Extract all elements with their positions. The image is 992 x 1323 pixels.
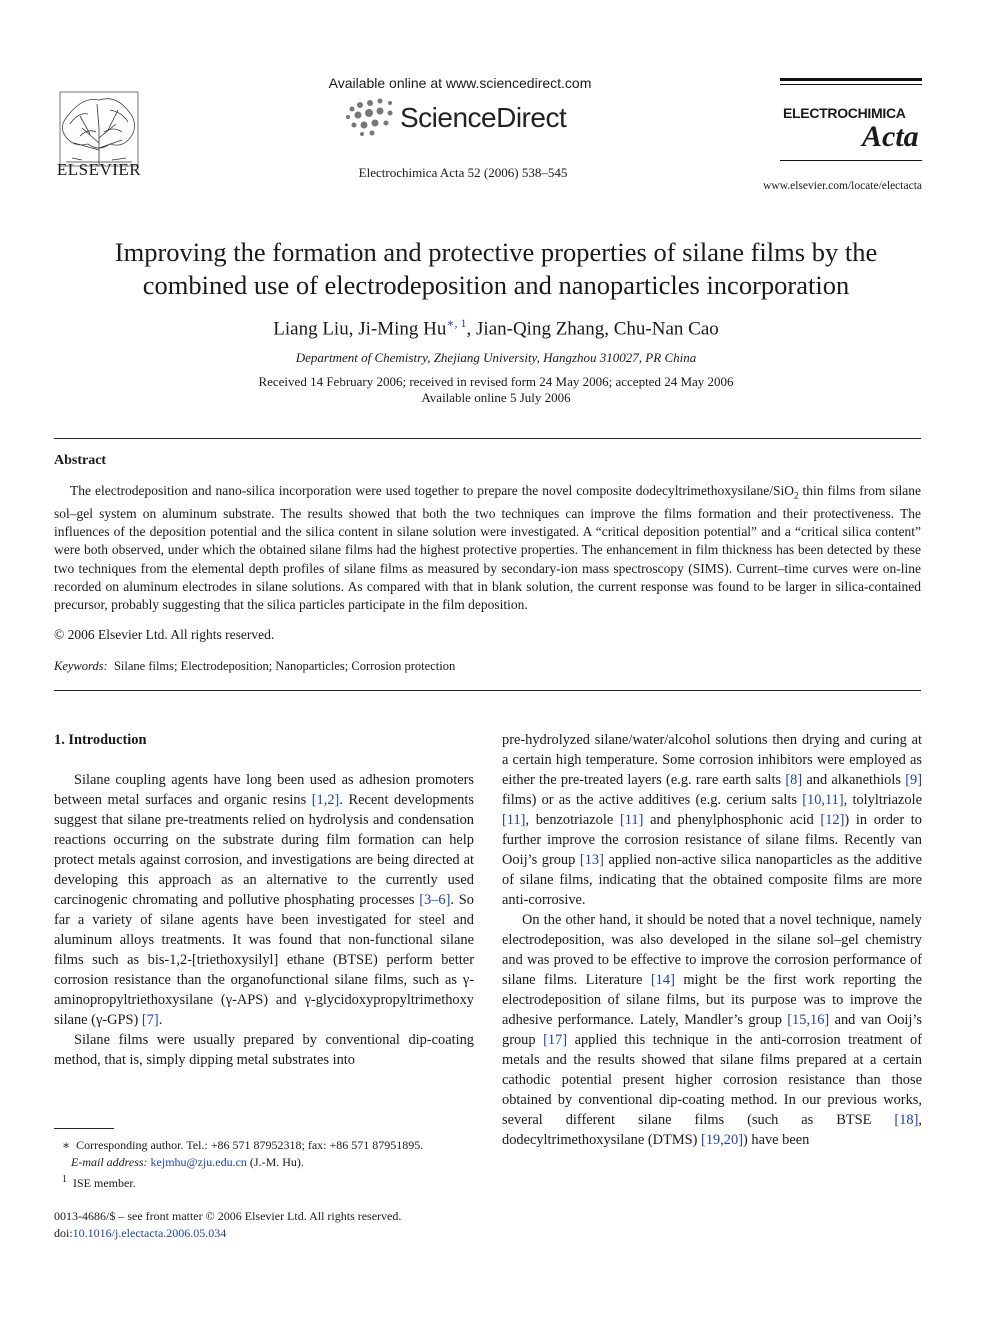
- section-heading-introduction: 1. Introduction: [54, 732, 147, 748]
- article-title: Improving the formation and protective properties of silane films by the combined use of electrodeposition and nanoparticles incorporation: [114, 237, 878, 300]
- footnote-ise: $^1$ ISE member.: [62, 1174, 136, 1190]
- sciencedirect-logo: ScienceDirect: [400, 102, 567, 133]
- footnote-rule: [54, 1128, 114, 1129]
- doi-link[interactable]: 10.1016/j.electacta.2006.05.034: [72, 1226, 227, 1240]
- affiliation: Department of Chemistry, Zhejiang University, Hangzhou 310027, PR China: [295, 350, 697, 365]
- citation-link[interactable]: [13]: [579, 852, 604, 868]
- body-right-column: [502, 730, 922, 1150]
- doi-line: doi:10.1016/j.electacta.2006.05.034: [54, 1226, 227, 1240]
- body-paragraph: Silane coupling agents have long been used as adhesion promoters between metal surfaces and organic resins [1,2]. Recent developments suggest that silane pre-treatments relied on hydrolysis and condensation reactions occurring on the substrate during film formation can help protect metals against corrosion, and investigations are being directed at developing this approach as an alternative to the currently used carcinogenic chromating and pollutive phosphating processes [3–6]. So far a variety of silane agents have been investigated for steel and aluminum alloys treatments. It was found that non-functional silane films such as bis-1,2-[triethoxysilyl] ethane (BTSE) perform better corrosion resistance than the organofunctional silane films, such as γ-aminopropyltriethoxysilane (γ-APS) and γ-glycidoxypropyltrimethoxy silane (γ-GPS) [7].: [54, 772, 474, 1028]
- citation-link[interactable]: [1,2]: [311, 792, 340, 808]
- citation-link[interactable]: [15,16]: [787, 1012, 830, 1028]
- journal-logo-rule: [780, 84, 922, 85]
- citation-link[interactable]: [18]: [894, 1112, 919, 1128]
- citation-link[interactable]: [3–6]: [419, 892, 451, 908]
- citation-link[interactable]: [19,20]: [701, 1132, 743, 1148]
- publisher-name: ELSEVIER: [56, 160, 142, 179]
- journal-logo-bottom: Acta: [862, 120, 919, 153]
- citation-link[interactable]: [11]: [619, 812, 644, 828]
- citation-link[interactable]: [8]: [785, 772, 803, 788]
- available-date: Available online 5 July 2006: [421, 390, 571, 405]
- journal-logo-rule: [780, 78, 922, 81]
- available-online-text: Available online at www.sciencedirect.com: [328, 75, 592, 91]
- journal-citation: Electrochimica Acta 52 (2006) 538–545: [358, 165, 568, 180]
- issn-line: 0013-4686/$ – see front matter © 2006 Elsevier Ltd. All rights reserved.: [54, 1209, 402, 1223]
- citation-link[interactable]: [10,11]: [802, 792, 844, 808]
- abstract-subscript: 2: [793, 490, 799, 501]
- body-paragraph: On the other hand, it should be noted that a novel technique, namely electrodeposition, was also developed in the silane sol–gel chemistry and was proved to be effective to improve the corrosion performance of silane films. Literature [14] might be the first work reporting the electrodeposition of silane films, but its purpose was to improve the adhesive performance. Lately, Mandler’s group [15,16] and van Ooij’s group [17] applied this technique in the anti-corrosion treatment of metals and the results showed that silane films prepared at a certain cathodic potential present higher corrosion resistance than those obtained by conventional dip-coating method. In our previous works, several different silane films (such as BTSE [18], dodecyltrimethoxysilane (DTMS) [19,20]) have been: [502, 912, 923, 1148]
- keywords-list: Silane films; Electrodeposition; Nanoparticles; Corrosion protection: [113, 659, 456, 673]
- citation-link[interactable]: [14]: [650, 972, 675, 988]
- keywords-label: Keywords:: [54, 659, 108, 673]
- abstract-part: thin films from silane sol–gel system on aluminum substrate. The results showed that both the two techniques can improve the films formation and their protectiveness. The influences of the deposition potential and the silica content in silane solution were investigated. A “critical deposition potential” and a “critical silica content” were both observed, under which the obtained silane films had the highest protective properties. The enhancement in film thickness has been detected by these two techniques from the elemental depth profiles of silane films as measured by secondary-ion mass spectroscopy (SIMS). Current–time curves were on-line recorded on aluminum electrodes in silane solutions. As compared with that in blank solution, the current response was found to be larger in silica-contained precursor, probably suggesting that the silica particles participate in the film deposition.: [54, 483, 922, 612]
- article-dates: [60, 374, 932, 406]
- footnotes: [54, 1137, 474, 1192]
- journal-logo-rule: [780, 160, 922, 161]
- authors-rest: , Jian-Qing Zhang, Chu-Nan Cao: [466, 318, 719, 340]
- body-left-column: [54, 730, 474, 1070]
- footnote-corresponding: ∗ Corresponding author. Tel.: +86 571 87952318; fax: +86 571 87951895.: [62, 1138, 424, 1152]
- citation-link[interactable]: [7]: [141, 1012, 159, 1028]
- body-paragraph: pre-hydrolyzed silane/water/alcohol solutions then drying and curing at a certain high temperature. Some corrosion inhibitors were employed as either the pre-treated layers (e.g. rare earth salts [8] and alkanethiols [9] films) or as the active additives (e.g. cerium salts [10,11], tolyltriazole [11], benzotriazole [11] and phenylphosphonic acid [12]) in order to further improve the corrosion resistance of silane films. Recently van Ooij’s group [13] applied non-active silica nanoparticles as the additive of silane films, indicating that the obtained composite films are more anti-corrosive.: [502, 732, 922, 908]
- author-list: [60, 316, 932, 340]
- citation-link[interactable]: [12]: [820, 812, 845, 828]
- abstract-copyright: © 2006 Elsevier Ltd. All rights reserved.: [54, 627, 275, 642]
- citation-link[interactable]: [17]: [543, 1032, 568, 1048]
- body-paragraph: Silane films were usually prepared by conventional dip-coating method, that is, simply dipping metal substrates into: [54, 1032, 474, 1068]
- abstract-part: The electrodeposition and nano-silica incorporation were used together to prepare the novel composite dodecyltrimethoxysilane/SiO: [70, 483, 794, 498]
- citation-link[interactable]: [9]: [905, 772, 922, 788]
- keywords: [54, 659, 455, 674]
- page-footer: [54, 1208, 474, 1242]
- email-link[interactable]: kejmhu@zju.edu.cn: [150, 1155, 247, 1169]
- abstract-text: [54, 482, 921, 614]
- journal-logo-top: ELECTROCHIMICA: [783, 105, 906, 121]
- journal-url[interactable]: www.elsevier.com/locate/electacta: [763, 180, 922, 192]
- abstract-bottom-rule: [54, 690, 921, 691]
- abstract-top-rule: [54, 438, 921, 439]
- abstract-heading: Abstract: [54, 453, 107, 468]
- citation-link[interactable]: [11]: [502, 812, 526, 828]
- authors-first: Liang Liu, Ji-Ming Hu: [273, 318, 447, 340]
- author-footnote-marks[interactable]: ∗, 1: [446, 316, 467, 330]
- received-dates: Received 14 February 2006; received in revised form 24 May 2006; accepted 24 May 2006: [258, 374, 734, 389]
- footnote-email: E-mail address: kejmhu@zju.edu.cn (J.-M. Hu).: [71, 1155, 304, 1169]
